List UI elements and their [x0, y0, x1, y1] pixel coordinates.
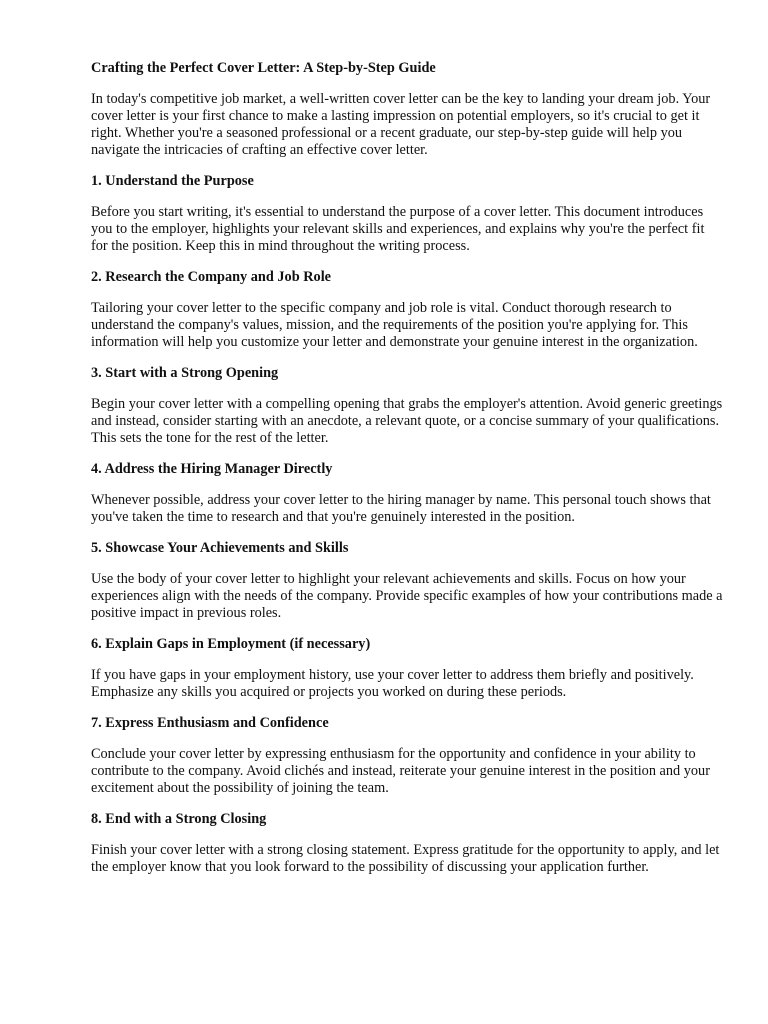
section-achievements-skills — [91, 540, 723, 622]
section-heading: 2. Research the Company and Job Role — [91, 269, 332, 285]
section-research-company — [91, 269, 723, 351]
section-understand-purpose — [91, 173, 723, 255]
section-strong-opening — [91, 365, 723, 447]
section-employment-gaps — [91, 636, 723, 701]
document-body — [91, 60, 723, 890]
intro-paragraph: In today's competitive job market, a well-written cover letter can be the key to landing your dream job. Your cover letter is your first chance to make a lasting impression on potential employers, so it's crucial to get it right. Whether you're a seasoned professional or a recent graduate, our step-by-step guide will help you navigate the intricacies of crafting an effective cover letter. — [91, 91, 711, 158]
section-hiring-manager — [91, 461, 723, 526]
section-paragraph: Begin your cover letter with a compelling opening that grabs the employer's attention. Avoid generic greetings and instead, consider starting with an anecdote, a relevant quote, or a concise summary of your qualifications. This sets the tone for the rest of the letter. — [91, 396, 723, 446]
section-paragraph: Tailoring your cover letter to the specific company and job role is vital. Conduct thorough research to understand the company's values, mission, and the requirements of the position you're applying for. This information will help you customize your letter and demonstrate your genuine interest in the organization. — [91, 300, 698, 350]
section-heading: 6. Explain Gaps in Employment (if necessary) — [91, 636, 371, 652]
section-strong-closing — [91, 811, 723, 876]
section-heading: 8. End with a Strong Closing — [91, 811, 267, 827]
section-heading: 7. Express Enthusiasm and Confidence — [91, 715, 329, 731]
section-paragraph: Use the body of your cover letter to highlight your relevant achievements and skills. Focus on how your experiences align with the needs of the company. Provide specific examples of how your contributions made a positive impact in previous roles. — [91, 571, 723, 621]
section-paragraph: Conclude your cover letter by expressing enthusiasm for the opportunity and confidence in your ability to contribute to the company. Avoid clichés and instead, reiterate your genuine interest in the position and your excitement about the possibility of joining the team. — [91, 746, 710, 796]
section-paragraph: If you have gaps in your employment history, use your cover letter to address them briefly and positively. Emphasize any skills you acquired or projects you worked on during these periods. — [91, 667, 694, 700]
section-paragraph: Before you start writing, it's essential to understand the purpose of a cover letter. This document introduces you to the employer, highlights your relevant skills and experiences, and explains why you're the perfect fit for the position. Keep this in mind throughout the writing process. — [91, 204, 705, 254]
section-heading: 1. Understand the Purpose — [91, 173, 254, 189]
section-enthusiasm-confidence — [91, 715, 723, 797]
section-heading: 4. Address the Hiring Manager Directly — [91, 461, 333, 477]
section-heading: 5. Showcase Your Achievements and Skills — [91, 540, 349, 556]
document-title: Crafting the Perfect Cover Letter: A Step-by-Step Guide — [91, 60, 436, 76]
section-paragraph: Finish your cover letter with a strong closing statement. Express gratitude for the opportunity to apply, and let the employer know that you look forward to the possibility of discussing your application further. — [91, 842, 720, 875]
section-heading: 3. Start with a Strong Opening — [91, 365, 279, 381]
section-paragraph: Whenever possible, address your cover letter to the hiring manager by name. This personal touch shows that you've taken the time to research and that you're genuinely interested in the position. — [91, 492, 711, 525]
